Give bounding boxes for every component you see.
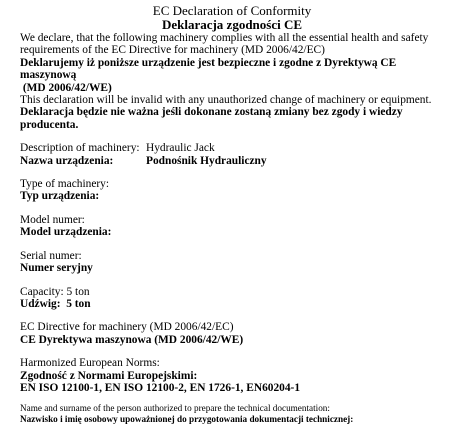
directive: EC Directive for machinery (MD 2006/42/EC) <box>20 321 234 334</box>
doc-title-pl: Deklaracja zgodności CE <box>161 17 303 32</box>
name-value-pl: Podnośnik Hydrauliczny <box>146 154 267 167</box>
description-row <box>20 142 444 154</box>
description-label: Description of machinery: <box>20 142 140 155</box>
spacer <box>20 239 444 250</box>
invalid-notice-pl: Deklaracja będzie nie ważna jeśli dokonane zostaną zmiany bez zgody i wiedzy producenta. <box>20 106 403 131</box>
description-value: Hydraulic Jack <box>146 142 215 155</box>
authorized-person-label-pl: Nazwisko i imię osobowy upoważnionej do przygotowania dokumentacji technicznej: <box>20 414 354 425</box>
norms-label-pl: Zgodność z Normami Europejskimi: <box>20 369 198 382</box>
spacer <box>20 167 444 178</box>
declaration-pl-line-2: (MD 2006/42/WE) <box>20 81 112 94</box>
spacer <box>20 275 444 286</box>
spacer <box>20 394 444 403</box>
name-row-pl <box>20 155 444 167</box>
capacity-pl: Udźwig: 5 ton <box>20 297 91 310</box>
norms-label: Harmonized European Norms: <box>20 357 160 370</box>
norms-list: EN ISO 12100-1, EN ISO 12100-2, EN 1726-1, EN60204-1 <box>20 381 301 394</box>
declaration-en-line-1: We declare, that the following machinery complies with all the essential health and safety <box>20 32 429 44</box>
spacer <box>20 310 444 321</box>
invalid-notice-en: This declaration will be invalid with any unauthorized change of machinery or equipment. <box>20 94 432 107</box>
declaration-pl-line-1: Deklarujemy iż poniższe urządzenie jest bezpieczne i zgodne z Dyrektywą CE maszynową <box>20 56 397 82</box>
spacer <box>20 203 444 214</box>
serial-label-pl: Numer seryjny <box>20 262 93 275</box>
declaration-en-line-2: requirements of the EC Directive for machinery (MD 2006/42/EC) <box>20 44 325 57</box>
spacer <box>20 346 444 357</box>
directive-pl: CE Dyrektywa maszynowa (MD 2006/42/WE) <box>20 333 244 346</box>
name-label-pl: Nazwa urządzenia: <box>20 154 114 167</box>
model-label-pl: Model urządzenia: <box>20 226 112 239</box>
authorized-person-label: Name and surname of the person authorized to prepare the technical documentation: <box>20 403 330 414</box>
type-label: Type of machinery: <box>20 178 110 191</box>
type-label-pl: Typ urządzenia: <box>20 190 100 203</box>
serial-label: Serial numer: <box>20 249 82 262</box>
model-label: Model numer: <box>20 213 85 226</box>
doc-title: EC Declaration of Conformity <box>152 3 312 18</box>
capacity: Capacity: 5 ton <box>20 285 90 298</box>
spacer <box>20 131 444 142</box>
